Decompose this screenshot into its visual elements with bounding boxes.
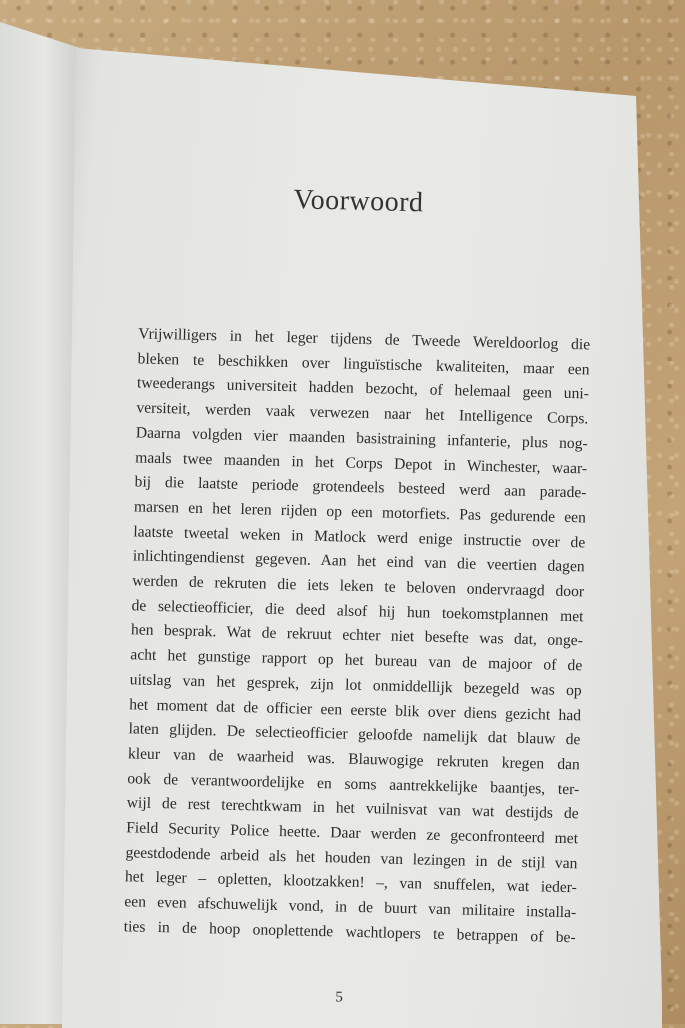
page-number: 5 (335, 988, 344, 1006)
text-line: hen besprak. Wat de rekruut echter niet besefte was dat, onge- (130, 621, 584, 650)
text-line: kleur van de waarheid was. Blauwogige rekruten kregen dan (127, 745, 581, 774)
text-line: bij die laatste periode grotendeels besteed werd aan parade- (134, 473, 587, 502)
text-line: Field Security Police heette. Daar werden ze geconfronteerd met (125, 819, 579, 848)
text-line: acht het gunstige rapport op het bureau van de majoor of de (130, 646, 583, 675)
text-line: laatste tweetal weken in Matlock werd enige instructie over de (133, 522, 586, 552)
text-line: Daarna volgden vier maanden basistraining infanterie, plus nog- (135, 424, 588, 453)
text-line: inlichtingendienst gegeven. Aan het eind van die veertien dagen (132, 547, 585, 576)
text-line: tweederangs universiteit hadden bezocht, of helemaal geen uni- (136, 374, 590, 403)
text-line: het moment dat de officier een eerste blik over diens gezicht had (128, 695, 582, 724)
text-line: het leger – opletten, klootzakken! –, van snuffelen, wat ieder- (124, 868, 578, 897)
text-line: geestdodende arbeid als het houden van lezingen in de stijl van (125, 844, 578, 873)
text-line: werden de rekruten die iets leken te beloven ondervraagd door (132, 572, 585, 601)
page-content (104, 180, 594, 1012)
text-line: bleken te beschikken over linguïstische kwaliteiten, maar een (137, 350, 590, 379)
text-line: ties in de hoop onoplettende wachtlopers te betrappen of be- (123, 918, 576, 947)
text-line: versiteit, werden vaak verwezen naar het Intelligence Corps. (136, 399, 589, 428)
text-line: uitslag van het gesprek, zijn lot onmiddellijk bezegeld was op (129, 671, 582, 700)
text-line: wijl de rest terechtkwam in het vuilnisvat van wat destijds de (126, 794, 579, 823)
text-line: Vrijwilligers in het leger tijdens de Tweede Wereldoorlog die (138, 325, 591, 354)
text-line: een even afschuwelijk vond, in de buurt van militaire installa- (124, 893, 577, 922)
text-line: laten glijden. De selectieofficier geloofde namelijk dat blauw de (128, 720, 581, 749)
text-line: de selectieofficier, die deed alsof hij hun toekomstplannen met (131, 597, 584, 626)
text-line: marsen en het leren rijden op een motorfiets. Pas gedurende een (133, 498, 587, 527)
body-text (105, 322, 590, 951)
chapter-title: Voorwoord (293, 184, 424, 219)
text-line: maals twee maanden in het Corps Depot in Winchester, waar- (135, 448, 588, 477)
text-line: ook de verantwoordelijke en soms aantrekkelijke baantjes, ter- (127, 769, 580, 798)
